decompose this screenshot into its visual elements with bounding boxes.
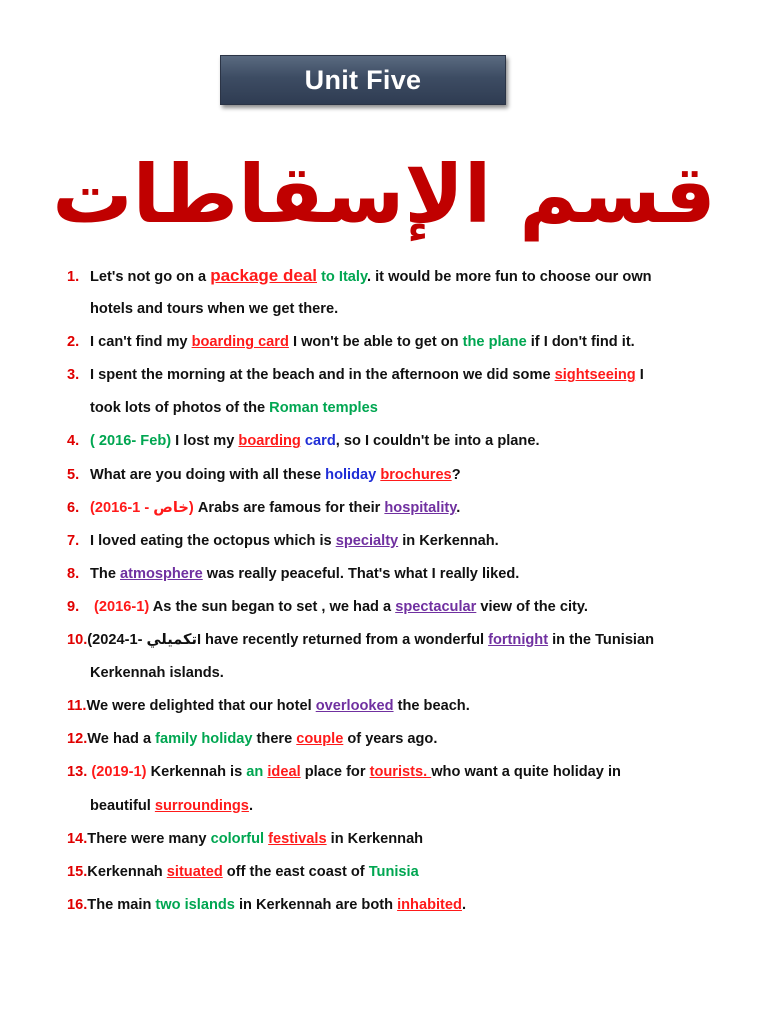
sentence-list	[67, 264, 747, 926]
exam-tag: (2024-1- تكميلي	[87, 632, 197, 649]
highlight-red: sightseeing	[554, 367, 636, 384]
item-number: 8.	[67, 565, 80, 582]
item-number: 13.	[67, 764, 88, 781]
item-number: 6.	[67, 499, 80, 516]
highlight-green: family holiday	[155, 731, 253, 748]
item-number: 12.	[67, 731, 88, 748]
highlight-purple: spectacular	[395, 598, 477, 615]
list-item: 2. I can't find my boarding card I won't be able to get on the plane if I don't find it.	[67, 330, 747, 363]
highlight-green: Roman temples	[269, 400, 378, 417]
highlight-purple: specialty	[335, 532, 399, 549]
list-item-continuation: hotels and tours when we get there.	[90, 301, 339, 318]
list-item: 10.(2024-1- تكميليI have recently returned from a wonderful fortnight in the Tunisian	[67, 628, 747, 661]
highlight-red: boarding	[238, 433, 301, 450]
list-item: 4. ( 2016- Feb) I lost my boarding card, so I couldn't be into a plane.	[67, 429, 747, 462]
item-number: 16.	[67, 896, 88, 913]
item-number: 2.	[67, 334, 80, 351]
highlight-green: Tunisia	[368, 863, 419, 880]
highlight-purple: hospitality	[384, 499, 457, 516]
highlight-red: inhabited	[397, 896, 462, 913]
highlight-purple: atmosphere	[120, 565, 203, 582]
item-number: 7.	[67, 532, 80, 549]
highlight-green: an	[246, 764, 264, 781]
item-number: 14.	[67, 830, 88, 847]
unit-title-banner	[220, 55, 506, 105]
list-item: 1. Let's not go on a package deal to Italy. it would be more fun to choose our own	[67, 264, 747, 297]
highlight-green: to Italy	[321, 269, 368, 285]
highlight-red: couple	[296, 731, 344, 748]
list-item: 7. I loved eating the octopus which is specialty in Kerkennah.	[67, 529, 747, 562]
list-item: 5. What are you doing with all these holiday brochures?	[67, 463, 747, 496]
highlight-green: colorful	[210, 830, 265, 847]
highlight-purple: fortnight	[488, 632, 549, 649]
exam-tag: ( 2016- Feb)	[90, 433, 172, 450]
item-number: 1.	[67, 269, 80, 285]
highlight-green: the plane	[462, 334, 527, 351]
item-number: 10.	[67, 632, 88, 649]
highlight-red: situated	[166, 863, 223, 880]
highlight-blue: card	[304, 433, 336, 450]
list-item-continuation: Kerkennah islands.	[90, 665, 224, 682]
item-number: 4.	[67, 433, 80, 450]
highlight-red: surroundings	[154, 797, 249, 814]
list-item: 12.We had a family holiday there couple of years ago.	[67, 727, 747, 760]
highlight-red: boarding card	[191, 334, 289, 351]
list-item: 6. (2016-1 - خاص) Arabs are famous for their hospitality.	[67, 496, 747, 529]
highlight-green: two islands	[155, 896, 235, 913]
list-item: 8. The atmosphere was really peaceful. That's what I really liked.	[67, 562, 747, 595]
highlight-red: ideal	[267, 764, 301, 781]
highlight-red: festivals	[268, 830, 327, 847]
exam-tag: (2019-1)	[87, 764, 147, 781]
item-number: 9.	[67, 598, 80, 615]
list-item: 15.Kerkennah situated off the east coast of Tunisia	[67, 860, 747, 893]
item-number: 11.	[67, 698, 87, 715]
item-number: 5.	[67, 466, 80, 483]
item-number: 3.	[67, 367, 80, 384]
highlight-blue: holiday	[325, 466, 377, 483]
highlight-purple: overlooked	[315, 698, 394, 715]
exam-tag: (2016-1 - خاص)	[90, 499, 194, 516]
exam-tag: (2016-1)	[90, 598, 150, 615]
list-item: 16.The main two islands in Kerkennah are both inhabited.	[67, 893, 747, 926]
list-item: 3. I spent the morning at the beach and in the afternoon we did some sightseeing I	[67, 363, 747, 396]
highlight-red: package deal	[210, 266, 317, 285]
highlight-red: brochures	[380, 466, 452, 483]
list-item-continuation: took lots of photos of the Roman temples	[90, 400, 378, 417]
item-number: 15.	[67, 863, 88, 880]
highlight-red: tourists.	[369, 764, 432, 781]
list-item: 14.There were many colorful festivals in Kerkennah	[67, 827, 747, 860]
unit-title: Unit Five	[304, 64, 422, 95]
list-item: 11.We were delighted that our hotel overlooked the beach.	[67, 694, 747, 727]
list-item-continuation: beautiful surroundings.	[90, 797, 253, 814]
arabic-section-title: قسم الإسقاطات	[52, 148, 716, 241]
list-item: 9. (2016-1) As the sun began to set , we had a spectacular view of the city.	[67, 595, 747, 628]
list-item: 13. (2019-1) Kerkennah is an ideal place for tourists. who want a quite holiday in	[67, 760, 747, 793]
